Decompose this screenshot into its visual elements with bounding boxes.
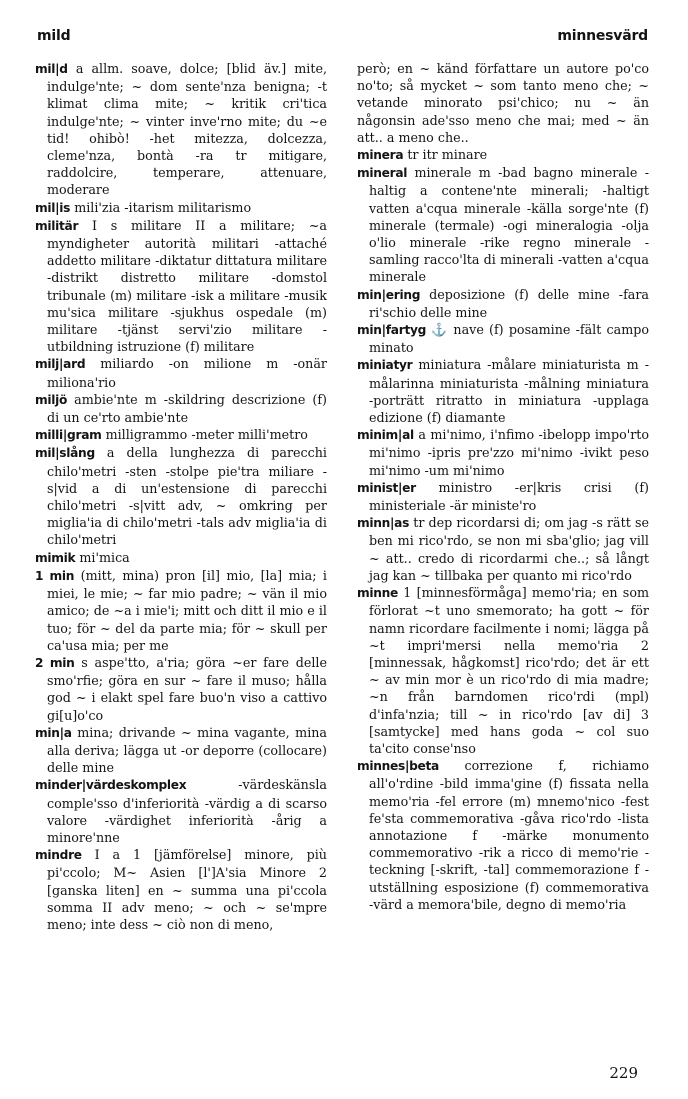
- dictionary-entry: [35, 776, 327, 846]
- entry-definition: miniatura -målare miniaturista m -målarinna miniaturista -målning miniatura -porträtt ritratto in miniatura -upplaga edizione (f) diamante: [369, 357, 649, 426]
- dictionary-entry: [357, 426, 649, 479]
- entry-definition: I s militare II a militare; ~a myndigheter autorità militari -attaché addetto militare -diktatur dittatura militare -distrikt distretto militare -domstol tribunale (m) militare -isk a militare -musik mu'sica militare -sjukhus ospedale (m) militare -tjänst servi'zio militare -utbildning istruzione (f) militare: [47, 217, 327, 355]
- entry-definition: ministro -er|kris crisi (f) ministeriale -är ministe'ro: [369, 479, 649, 514]
- dictionary-entry: [357, 757, 649, 913]
- entry-headword: minim|al: [357, 428, 414, 443]
- dictionary-entry: [357, 321, 649, 356]
- entry-headword: 2 min: [35, 655, 75, 670]
- dictionary-entry: [35, 724, 327, 777]
- left-guide-word: mild: [37, 28, 71, 44]
- entry-definition: minerale m -bad bagno minerale -haltig a contene'nte minerali; -haltigt vatten a'cqua minerale -källa sorge'nte (f) minerale (termale) -ogi mineralogia -olja o'lio minerale -rike regno minerale -samling racco'lta di minerali -vatten a'cqua minerale: [369, 165, 649, 285]
- entry-headword: 1 min: [35, 568, 75, 583]
- entry-definition: ambie'nte m -skildring descrizione (f) di un ce'rto ambie'nte: [47, 391, 327, 426]
- right-guide-word: minnesvärd: [557, 28, 648, 44]
- entry-definition: mina; drivande ~ mina vagante, mina alla deriva; lägga ut -or deporre (collocare) delle mine: [47, 724, 327, 776]
- dictionary-entry: [357, 164, 649, 285]
- entry-definition: a della lunghezza di parecchi chilo'metri -sten -stolpe pie'tra miliare -s|vid a di un'estensione di parecchi chilo'metri -s|vitt adv, ~ omkring per miglia'ia di chilo'metri -tals adv miglia'ia di chilo'metri: [47, 445, 327, 548]
- entry-definition: 1 [minnesförmåga] memo'ria; en som förlorat ~t uno smemorato; ha gott ~ för namn ricordare facilmente i nomi; lägga på ~t impri'mersi nella memo'ria 2 [minnessak, hågkomst] rico'rdo; det är ett ~ av min mor è un rico'rdo di mia madre; ~n från barndomen rico'rdi (mpl) d'infa'nzia; till ~ in rico'rdo [av di] 3 [samtycke] med hans goda ~ col suo ta'cito conse'nso: [369, 585, 649, 756]
- left-column: [35, 60, 327, 933]
- dictionary-entry: [357, 479, 649, 514]
- dictionary-entry: [35, 426, 327, 444]
- entry-definition: (mitt, mina) pron [il] mio, [la] mia; i miei, le mie; ~ far mio padre; ~ vän il mio amico; de ~a i mie'i; mitt och ditt il mio e il tuo; för ~ del da parte mia; för ~ skull per ca'usa mia; per me: [47, 567, 327, 653]
- dictionary-entry: [35, 444, 327, 548]
- entry-definition: s aspe'tto, a'ria; göra ~er fare delle smo'rfie; göra en sur ~ fare il muso; hålla god ~ i elakt spel fare buo'n viso a cattivo gi[u]o'co: [47, 654, 327, 723]
- entry-headword: mil|is: [35, 200, 71, 215]
- entry-definition: a mi'nimo, i'nfimo -ibelopp impo'rto mi'nimo -ipris pre'zzo mi'nimo -ivikt peso mi'nimo -um mi'nimo: [369, 427, 649, 478]
- entry-headword: minder|värdeskomplex: [35, 778, 187, 793]
- entry-headword: miniatyr: [357, 358, 413, 373]
- entry-headword: min|a: [35, 725, 72, 740]
- entry-headword: mineral: [357, 166, 408, 181]
- entry-definition: correzione f, richiamo all'o'rdine -bild imma'gine (f) fissata nella memo'ria -fel errore (m) mnemo'nico -fest fe'sta commemorativa -gåva rico'rdo -lista annotazione f -märke monumento commemorativo -rik a ricco di memo'rie -teckning [-skrift, -tal] commemorazione f -utställning esposizione (f) commemorativa -värd a memora'bile, degno di memo'ria: [369, 758, 649, 912]
- entry-headword: milj|ard: [35, 357, 86, 372]
- entry-headword: mimik: [35, 550, 76, 565]
- entry-definition: deposizione (f) delle mine -fara ri'schio delle mine: [369, 286, 649, 320]
- dictionary-entry: [357, 60, 649, 146]
- dictionary-entry: [35, 391, 327, 426]
- dictionary-entry: [35, 549, 327, 567]
- dictionary-entry: [35, 567, 327, 654]
- entry-headword: mindre: [35, 848, 82, 863]
- dictionary-entry: [357, 356, 649, 426]
- entry-definition: mili'zia -itarism militarismo: [74, 199, 252, 215]
- dictionary-entry: [357, 584, 649, 757]
- entry-headword: mil|slång: [35, 446, 95, 461]
- dictionary-entry: [35, 654, 327, 724]
- dictionary-entry: [357, 514, 649, 584]
- page-number: 229: [609, 1064, 638, 1082]
- entry-definition: I a 1 [jämförelse] minore, più pi'ccolo; M~ Asien [l']A'sia Minore 2 [ganska liten] en ~ summa una pi'ccola somma II adv meno; ~ och ~ se'mpre meno; inte dess ~ ciò non di meno,: [47, 847, 327, 932]
- entry-definition: -värdeskänsla comple'sso d'inferiorità -värdig a di scarso valore -värdighet inferiorità -årig a minore'nne: [47, 777, 327, 845]
- entry-definition: mi'mica: [79, 549, 130, 565]
- dictionary-entry: [35, 199, 327, 217]
- entry-headword: mil|d: [35, 62, 68, 76]
- right-column: [357, 60, 649, 913]
- dictionary-entry: [357, 286, 649, 321]
- dictionary-entry: [357, 146, 649, 164]
- entry-headword: militär: [35, 218, 79, 233]
- entry-definition: però; en ~ känd författare un autore po'co no'to; så mycket ~ som tanto meno che; ~ vetande minorato psi'chico; nu ~ än någonsin ade'sso meno che mai; med ~ än att.. a meno che..: [357, 61, 649, 145]
- dictionary-entry: [35, 217, 327, 356]
- dictionary-entry: [35, 846, 327, 933]
- entry-definition: miliardo -on milione m -onär miliona'rio: [47, 356, 327, 390]
- entry-headword: min|fartyg: [357, 323, 427, 338]
- entry-definition: milligrammo -meter milli'metro: [105, 427, 308, 443]
- entry-headword: minne: [357, 586, 398, 601]
- entry-headword: min|ering: [357, 287, 421, 302]
- entry-definition: tr itr minare: [407, 147, 488, 163]
- dictionary-entry: [35, 355, 327, 390]
- entry-headword: minn|as: [357, 516, 410, 531]
- entry-headword: milli|gram: [35, 428, 102, 443]
- entry-definition: a allm. soave, dolce; [blid äv.] mite, indulge'nte; ~ dom sente'nza benigna; -t klimat clima mite; ~ kritik cri'tica indulge'nte; ~ vinter inve'rno mite; du ~e tid! ohibò! -het mitezza, dolcezza, cleme'nza, bontà -ra tr mitigare, raddolcire, temperare, attenuare, moderare: [47, 61, 327, 198]
- dictionary-entry: [35, 60, 327, 199]
- entry-headword: minist|er: [357, 480, 416, 495]
- entry-headword: minera: [357, 148, 404, 163]
- entry-headword: miljö: [35, 392, 68, 407]
- entry-definition: tr dep ricordarsi di; om jag -s rätt se ben mi rico'rdo, se non mi sba'glio; jag vill ~ att.. credo di ricordarmi che..; så långt jag kan ~ tillbaka per quanto mi rico'rdo: [369, 515, 649, 583]
- entry-definition: ⚓ nave (f) posamine -fält campo minato: [369, 322, 649, 356]
- entry-headword: minnes|beta: [357, 759, 439, 774]
